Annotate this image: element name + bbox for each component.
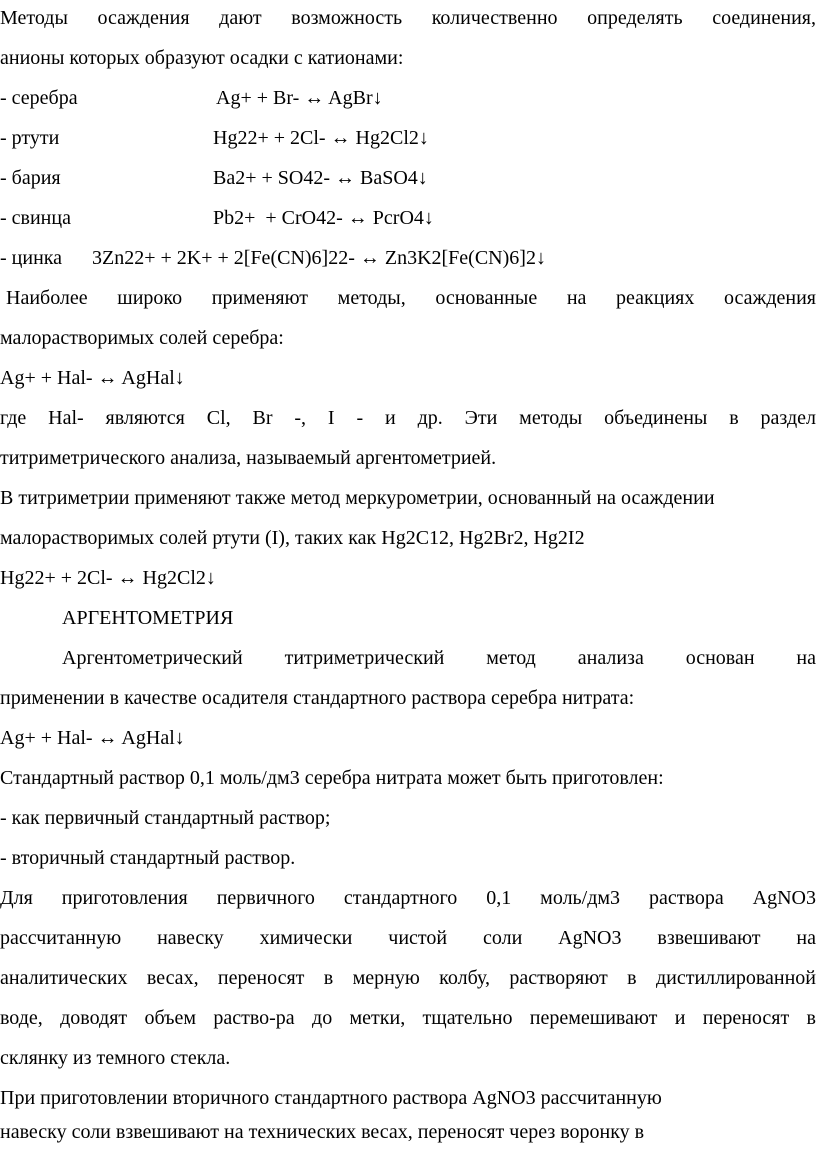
paragraph-line: анионы которых образуют осадки с катионами: — [0, 47, 404, 69]
reaction-equation: Ba2+ + SO42- ↔ BaSO4↓ — [213, 167, 428, 189]
paragraph-line: Аргентометрический титриметрический метод анализа основан на — [62, 647, 816, 669]
reaction-label: - бария — [0, 167, 61, 189]
paragraph-line: Методы осаждения дают возможность количественно определять соединения, — [0, 7, 816, 29]
paragraph-line: применении в качестве осадителя стандартного раствора серебра нитрата: — [0, 687, 635, 709]
reaction-equation: Hg22+ + 2Cl- ↔ Hg2Cl2↓ — [213, 127, 429, 149]
reaction-label: - цинка — [0, 247, 63, 269]
equation-line: Ag+ + Hal- ↔ AgHal↓ — [0, 367, 185, 389]
paragraph-line: где Hal- являются Cl, Br -, I - и др. Эти методы объединены в раздел — [0, 407, 816, 429]
paragraph-line: титриметрического анализа, называемый аргентометрией. — [0, 447, 497, 469]
paragraph-line: рассчитанную навеску химически чистой соли AgNO3 взвешивают на — [0, 927, 816, 949]
paragraph-line: склянку из темного стекла. — [0, 1047, 231, 1069]
equation-line: Ag+ + Hal- ↔ AgHal↓ — [0, 727, 185, 749]
reaction-equation: 3Zn22+ + 2K+ + 2[Fe(CN)6]22- ↔ Zn3K2[Fe(CN)6]2↓ — [92, 247, 546, 269]
paragraph-line: Стандартный раствор 0,1 моль/дм3 серебра нитрата может быть приготовлен: — [0, 767, 664, 789]
list-item: - вторичный стандартный раствор. — [0, 847, 296, 869]
paragraph-line: При приготовлении вторичного стандартного раствора AgNO3 рассчитанную — [0, 1087, 662, 1109]
paragraph-line: Наиболее широко применяют методы, основанные на реакциях осаждения — [6, 287, 816, 309]
paragraph-line: аналитических весах, переносят в мерную колбу, растворяют в дистиллированной — [0, 967, 816, 989]
reaction-equation: Ag+ + Br- ↔ AgBr↓ — [216, 87, 383, 109]
reaction-label: - свинца — [0, 207, 71, 229]
paragraph-line: В титриметрии применяют также метод меркурометрии, основанный на осаждении — [0, 487, 715, 509]
reaction-equation: Pb2+ + CrO42- ↔ PcrO4↓ — [213, 207, 434, 229]
paragraph-line: малорастворимых солей серебра: — [0, 327, 284, 349]
paragraph-line: Для приготовления первичного стандартного 0,1 моль/дм3 раствора AgNO3 — [0, 887, 816, 909]
equation-line: Hg22+ + 2Cl- ↔ Hg2Cl2↓ — [0, 567, 216, 589]
list-item: - как первичный стандартный раствор; — [0, 807, 331, 829]
paragraph-line: малорастворимых солей ртути (I), таких как Hg2C12, Hg2Br2, Hg2I2 — [0, 527, 585, 549]
section-heading: АРГЕНТОМЕТРИЯ — [62, 607, 234, 629]
reaction-label: - ртути — [0, 127, 60, 149]
paragraph-line: навеску соли взвешивают на технических весах, переносят через воронку в — [0, 1121, 645, 1143]
paragraph-line: воде, доводят объем раство-ра до метки, тщательно перемешивают и переносят в — [0, 1007, 816, 1029]
reaction-label: - серебра — [0, 87, 78, 109]
